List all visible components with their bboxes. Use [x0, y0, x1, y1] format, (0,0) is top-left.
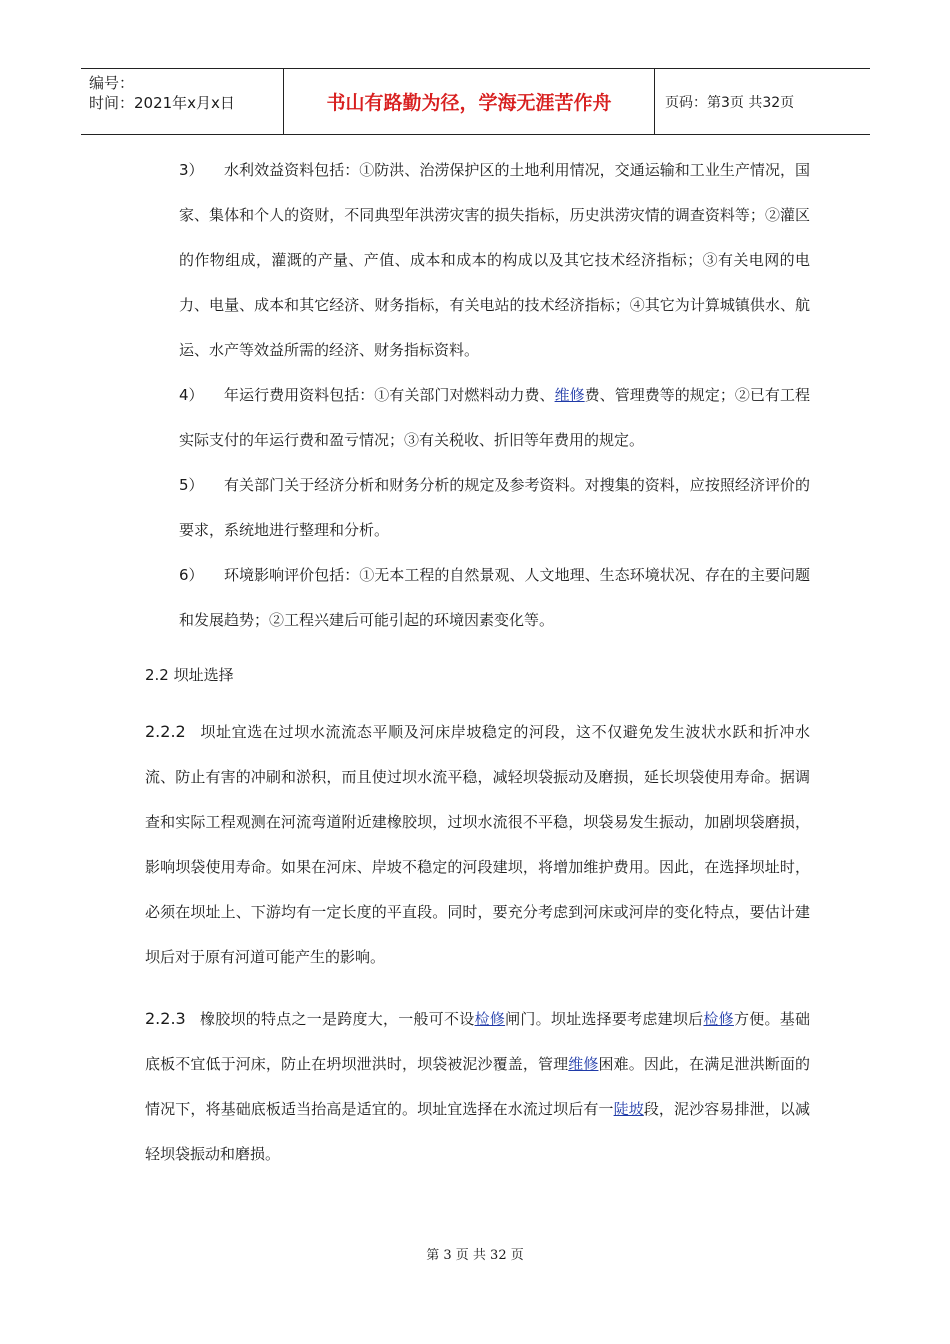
page-footer: 第 3 页 共 32 页	[426, 1248, 524, 1263]
link-weixiu[interactable]: 维修	[554, 386, 585, 404]
item-text: 环境影响评价包括：①无本工程的自然景观、人文地理、生态环境状况、存在的主要问题和发展趋势；②工程兴建后可能引起的环境因素变化等。	[179, 566, 810, 629]
clause-2-2-3	[145, 996, 810, 1177]
clause-text: 段，泥沙容易排泄，以减轻坝袋振动和磨损。	[145, 1100, 810, 1163]
link-jianxiu[interactable]: 检修	[474, 1010, 506, 1028]
item-number: 5）	[179, 476, 204, 494]
time-label: 时间：2021年x月x日	[89, 94, 235, 112]
item-5	[145, 463, 810, 553]
page-header	[81, 68, 870, 135]
section-heading: 2.2 坝址选择	[145, 666, 234, 684]
item-number: 3）	[179, 161, 204, 179]
header-meta	[81, 69, 283, 134]
clause-number: 2.2.3	[145, 1009, 186, 1028]
item-3	[145, 148, 810, 373]
item-text: 年运行费用资料包括：①有关部门对燃料动力费、	[224, 386, 555, 404]
item-text-cont: 费、管理费等的规定；②已有工程实际支付的年运行费和盈亏情况；③有关税收、折旧等年费用的规定。	[179, 386, 810, 449]
item-4	[145, 373, 810, 463]
clause-2-2-2	[145, 709, 810, 980]
document-body	[145, 148, 810, 1177]
number-label: 编号：	[89, 74, 135, 92]
link-weixiu-2[interactable]: 维修	[568, 1055, 599, 1073]
clause-number: 2.2.2	[145, 722, 186, 741]
item-text: 水利效益资料包括：①防洪、治涝保护区的土地利用情况，交通运输和工业生产情况，国家、集体和个人的资财，不同典型年洪涝灾害的损失指标，历史洪涝灾情的调查资料等；②灌区的作物组成，灌溉的产量、产值、成本和成本的构成以及其它技术经济指标；③有关电网的电力、电量、成本和其它经济、财务指标，有关电站的技术经济指标；④其它为计算城镇供水、航运、水产等效益所需的经济、财务指标资料。	[179, 161, 810, 359]
item-6	[145, 553, 810, 643]
link-doupo[interactable]: 陡坡	[613, 1100, 644, 1118]
clause-text: 困难。因此，在满足泄洪断面的情况下，将基础底板适当抬高是适宜的。坝址宜选择在水流过坝后有一	[145, 1055, 810, 1118]
clause-text: 橡胶坝的特点之一是跨度大，一般可不设	[199, 1010, 475, 1028]
clause-text: 坝址宜选在过坝水流流态平顺及河床岸坡稳定的河段，这不仅避免发生波状水跃和折冲水流、防止有害的冲刷和淤积，而且使过坝水流平稳，减轻坝袋振动及磨损，延长坝袋使用寿命。据调查和实际工程观测在河流弯道附近建橡胶坝，过坝水流很不平稳，坝袋易发生振动，加剧坝袋磨损，影响坝袋使用寿命。如果在河床、岸坡不稳定的河段建坝，将增加维护费用。因此，在选择坝址时，必须在坝址上、下游均有一定长度的平直段。同时，要充分考虑到河床或河岸的变化特点，要估计建坝后对于原有河道可能产生的影响。	[145, 723, 810, 966]
item-text: 有关部门关于经济分析和财务分析的规定及参考资料。对搜集的资料，应按照经济评价的要求，系统地进行整理和分析。	[179, 476, 810, 539]
item-number: 4）	[179, 386, 204, 404]
clause-text: 闸门。坝址选择要考虑建坝后	[505, 1010, 704, 1028]
header-motto: 书山有路勤为径，学海无涯苦作舟	[283, 69, 655, 134]
header-page-label: 页码：第3页 共32页	[665, 94, 795, 111]
link-jianxiu-2[interactable]: 检修	[703, 1010, 734, 1028]
clause-text: 方便。基础底板不宜低于河床，防止在坍坝泄洪时，坝袋被泥沙覆盖，管理	[145, 1010, 810, 1073]
item-number: 6）	[179, 566, 204, 584]
